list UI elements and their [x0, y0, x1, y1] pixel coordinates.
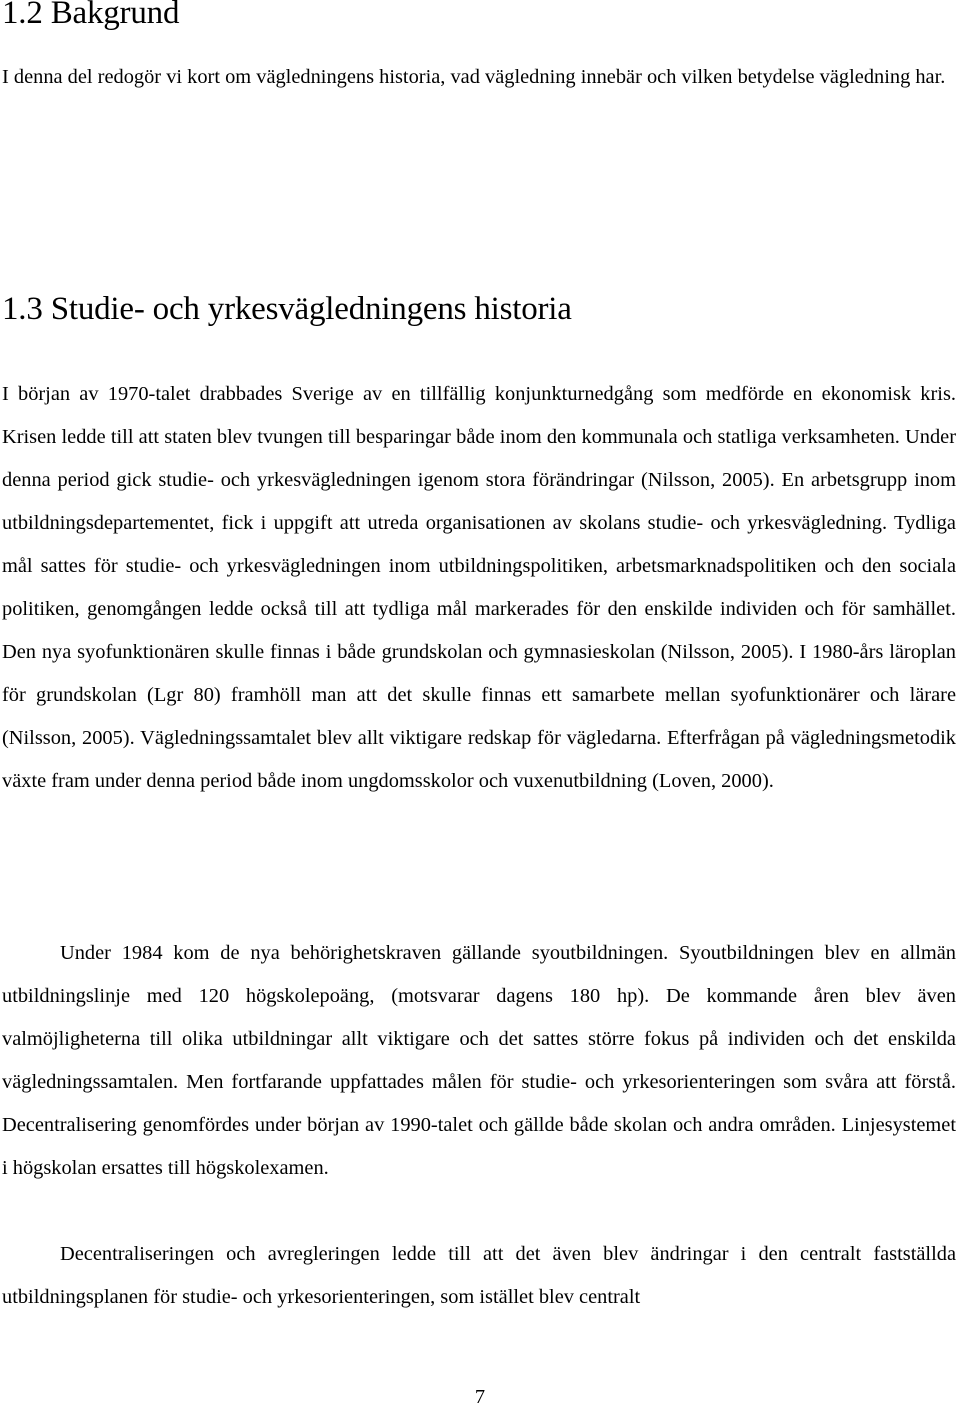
- section-heading-historia: 1.3 Studie- och yrkesvägledningens historia: [2, 291, 572, 327]
- paragraph-historia-decentralisering-text: Decentraliseringen och avregleringen ledde till att det även blev ändringar i den centralt fastställda utbildningsplanen för studie- och yrkesorienteringen, som istället blev centralt: [2, 1243, 956, 1308]
- paragraph-historia-1984-text: Under 1984 kom de nya behörighetskraven gällande syoutbildningen. Syoutbildningen blev en allmän utbildningslinje med 120 högskolepoäng, (motsvarar dagens 180 hp). De kommande åren blev även valmöjligheterna till olika utbildningar allt viktigare och det sattes större fokus på individen och det enskilda vägledningssamtalen. Men fortfarande uppfattades målen för studie- och yrkesorienteringen som svåra att förstå. Decentralisering genomfördes under början av 1990-talet och gällde både skolan och andra områden. Linjesystemet i högskolan ersattes till högskolexamen.: [2, 942, 956, 1179]
- paragraph-historia-decentralisering: [2, 1233, 956, 1319]
- paragraph-historia-1984: [2, 932, 956, 1190]
- section-heading-bakgrund: 1.2 Bakgrund: [2, 0, 180, 31]
- paragraph-bakgrund-intro: I denna del redogör vi kort om vägledningens historia, vad vägledning innebär och vilken betydelse vägledning har.: [2, 66, 946, 88]
- page-number: 7: [474, 1386, 486, 1408]
- paragraph-historia-1970: I början av 1970-talet drabbades Sverige av en tillfällig konjunkturnedgång som medförde en ekonomisk kris. Krisen ledde till att staten blev tvungen till besparingar både inom den kommunala och statliga verksamheten. Under denna period gick studie- och yrkesvägledningen igenom stora förändringar (Nilsson, 2005). En arbetsgrupp inom utbildningsdepartementet, fick i uppgift att utreda organisationen av skolans studie- och yrkesvägledning. Tydliga mål sattes för studie- och yrkesvägledningen inom utbildningspolitiken, arbetsmarknadspolitiken och den sociala politiken, genomgången ledde också till att tydliga mål markerades för den enskilde individen och för samhället. Den nya syofunktionären skulle finnas i både grundskolan och gymnasieskolan (Nilsson, 2005). I 1980-års läroplan för grundskolan (Lgr 80) framhöll man att det skulle finnas ett samarbete mellan syofunktionärer och lärare (Nilsson, 2005). Vägledningssamtalet blev allt viktigare redskap för vägledarna. Efterfrågan på vägledningsmetodik växte fram under denna period både inom ungdomsskolor och vuxenutbildning (Loven, 2000).: [2, 383, 956, 792]
